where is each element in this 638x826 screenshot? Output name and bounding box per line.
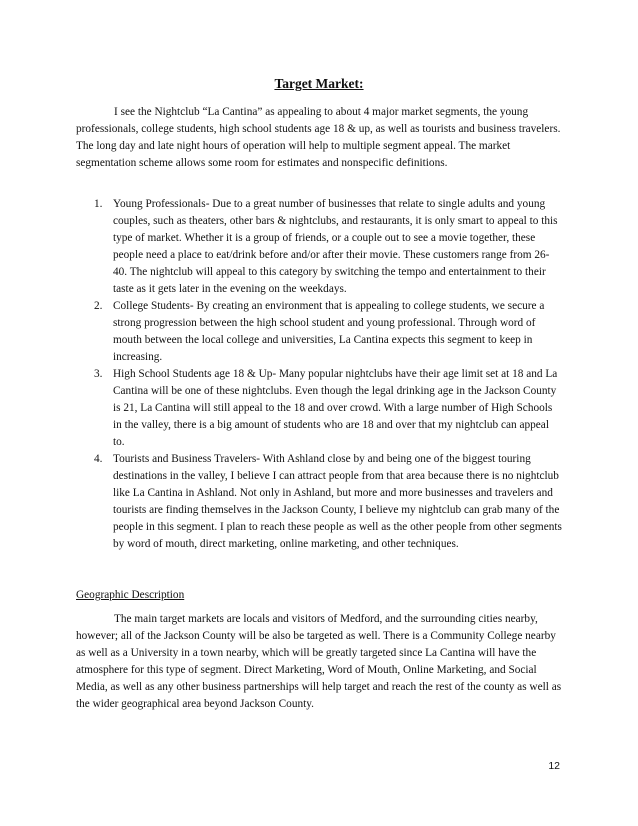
list-item-number: 3.: [94, 368, 103, 380]
intro-paragraph: I see the Nightclub “La Cantina” as appealing to about 4 major market segments, the young professionals, college students, high school students age 18 & up, as well as tourists and business travelers. The long day and late night hours of operation will help to multiple segment appeal. The market segmentation scheme allows some room for estimates and nonspecific definitions.: [76, 106, 561, 169]
list-item-number: 4.: [94, 453, 103, 465]
list-item: [94, 366, 562, 451]
list-item: [94, 298, 562, 366]
list-item: [94, 196, 562, 298]
geographic-paragraph: The main target markets are locals and visitors of Medford, and the surrounding cities nearby, however; all of the Jackson County will be also be targeted as well. There is a Community College nearby as well as a University in a town nearby, which will be greatly targeted since La Cantina will have the atmosphere for this type of segment. Direct Marketing, Word of Mouth, Online Marketing, and Social Media, as well as any other business partnerships will help target and reach the rest of the county as well as the wider geographical area beyond Jackson County.: [76, 613, 562, 710]
segment-list: [94, 196, 562, 553]
list-item-number: 2.: [94, 300, 103, 312]
list-item-text: Young Professionals- Due to a great number of businesses that relate to single adults and young couples, such as theaters, other bars & nightclubs, and restaurants, it is only smart to appeal to this type of market. Whether it is a group of friends, or a couple out to see a movie together, these people need a place to eat/drink before and/or after their movie. These customers range from 26-40. The nightclub will appeal to this category by switching the tempo and entertainment to their taste as it gets later in the evening on the weekdays.: [113, 198, 558, 295]
page-heading: Target Market:: [274, 76, 364, 91]
list-item-text: Tourists and Business Travelers- With Ashland close by and being one of the biggest touring destinations in the valley, I believe I can attract people from that area because there is no nightclub like La Cantina in Ashland. Not only in Ashland, but more and more businesses and travelers and tourists are finding themselves in the Jackson County, I believe my nightclub can grab many of the people in this segment. I plan to reach these people as well as the other people from other segments by word of mouth, direct marketing, online marketing, and other techniques.: [113, 453, 562, 550]
page-number: 12: [548, 760, 560, 772]
list-item: [94, 451, 562, 553]
geographic-heading: Geographic Description: [76, 589, 185, 601]
list-item-text: College Students- By creating an environment that is appealing to college students, we secure a strong progression between the high school student and young professional. Through word of mouth between the local college and universities, La Cantina expects this segment to keep in increasing.: [113, 300, 545, 363]
list-item-number: 1.: [94, 198, 103, 210]
list-item-text: High School Students age 18 & Up- Many popular nightclubs have their age limit set at 18 and La Cantina will be one of these nightclubs. Even though the legal drinking age in the Jackson County is 21, La Cantina will still appeal to the 18 and over crowd. With a large number of High Schools in the valley, there is a big amount of students who are 18 and over that my nightclub can appeal to.: [113, 368, 558, 448]
